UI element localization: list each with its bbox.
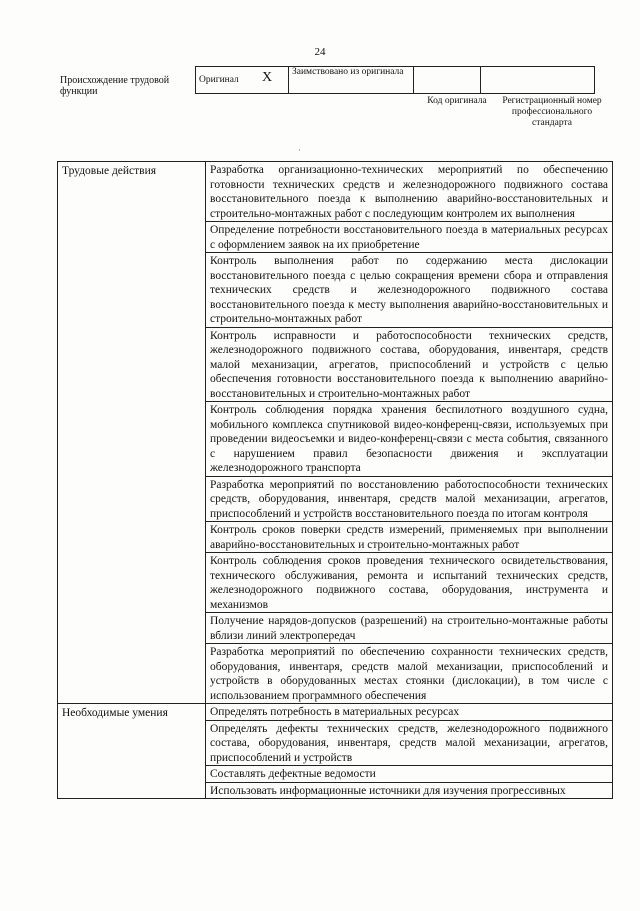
origin-table <box>195 66 595 94</box>
function-table <box>57 161 613 799</box>
table-cell: Определять потребность в материальных ресурсах <box>206 704 613 721</box>
table-cell: Контроль исправности и работоспособности технических средств, железнодорожного подвижного состава, оборудования, инвентаря, средств малой механизации, агрегатов, приспособлений и устройств с целью обеспечения готовности восстановительного поезда к выполнению аварийно-восстановительных и строительно-монтажных работ <box>206 327 613 402</box>
category-label: Необходимые умения <box>58 704 206 799</box>
table-cell: Контроль сроков поверки средств измерений, применяемых при выполнении аварийно-восстановительных и строительно-монтажных работ <box>206 522 613 553</box>
table-cell: Разработка мероприятий по восстановлению работоспособности технических средств, оборудования, инвентаря, средств малой механизации, агрегатов, приспособлений и устройств восстановительного поезда по итогам контроля <box>206 476 613 522</box>
code-cell <box>414 67 481 94</box>
table-row <box>58 162 613 222</box>
table-cell: Определение потребности восстановительного поезда в материальных ресурсах с оформлением заявок на их приобретение <box>206 222 613 253</box>
reg-caption: Регистрационный номер профессионального стандарта <box>502 96 602 128</box>
page-number: 24 <box>314 46 326 58</box>
original-label: Оригинал <box>199 75 239 85</box>
code-caption: Код оригинала <box>427 96 487 106</box>
table-cell: Определять дефекты технических средств, железнодорожного подвижного состава, оборудования, инвентаря, средств малой механизации, агрегатов, приспособлений и устройств <box>206 720 613 766</box>
original-mark: X <box>262 70 273 85</box>
table-cell: Использовать информационные источники для изучения прогрессивных <box>206 782 613 799</box>
table-row <box>58 704 613 721</box>
reg-number-cell <box>481 67 595 94</box>
table-cell: Разработка организационно-технических мероприятий по обеспечению готовности технических средств и железнодорожного подвижного состава восстановительного поезда к выполнению аварийно-восстановительных и строительно-монтажных работ с последующим контролем их выполнения <box>206 162 613 222</box>
table-cell: Получение нарядов-допусков (разрешений) на строительно-монтажные работы вблизи линий электропередач <box>206 613 613 644</box>
origin-label: Происхождение трудовой функции <box>60 75 170 97</box>
table-cell: Контроль соблюдения порядка хранения беспилотного воздушного судна, мобильного комплекса спутниковой видео-конференц-связи, используемых при проведении видеосъемки и видео-конференц-связи с места события, связанного с нарушением правил безопасности движения и эксплуатации железнодорожного транспорта <box>206 402 613 477</box>
table-cell: Разработка мероприятий по обеспечению сохранности технических средств, оборудования, инвентаря, средств малой механизации, приспособлений и устройств в оборудованных местах стоянки (дислокации), в том числе с использованием программного обеспечения <box>206 644 613 704</box>
scan-mark: · <box>298 145 301 155</box>
borrowed-cell <box>289 67 414 94</box>
table-cell: Составлять дефектные ведомости <box>206 766 613 783</box>
table-cell: Контроль выполнения работ по содержанию места дислокации восстановительного поезда с целью сокращения времени сбора и отправления технических средств и железнодорожного подвижного состава восстановительного поезда к месту выполнения аварийно-восстановительных и строительно-монтажных работ <box>206 253 613 328</box>
table-cell: Контроль соблюдения сроков проведения технического освидетельствования, технического обслуживания, ремонта и испытаний технических средств, железнодорожного подвижного состава, оборудования, инструмента и механизмов <box>206 553 613 613</box>
borrowed-label: Заимствовано из оригинала <box>292 67 404 77</box>
original-cell <box>196 67 289 94</box>
category-label: Трудовые действия <box>58 162 206 704</box>
